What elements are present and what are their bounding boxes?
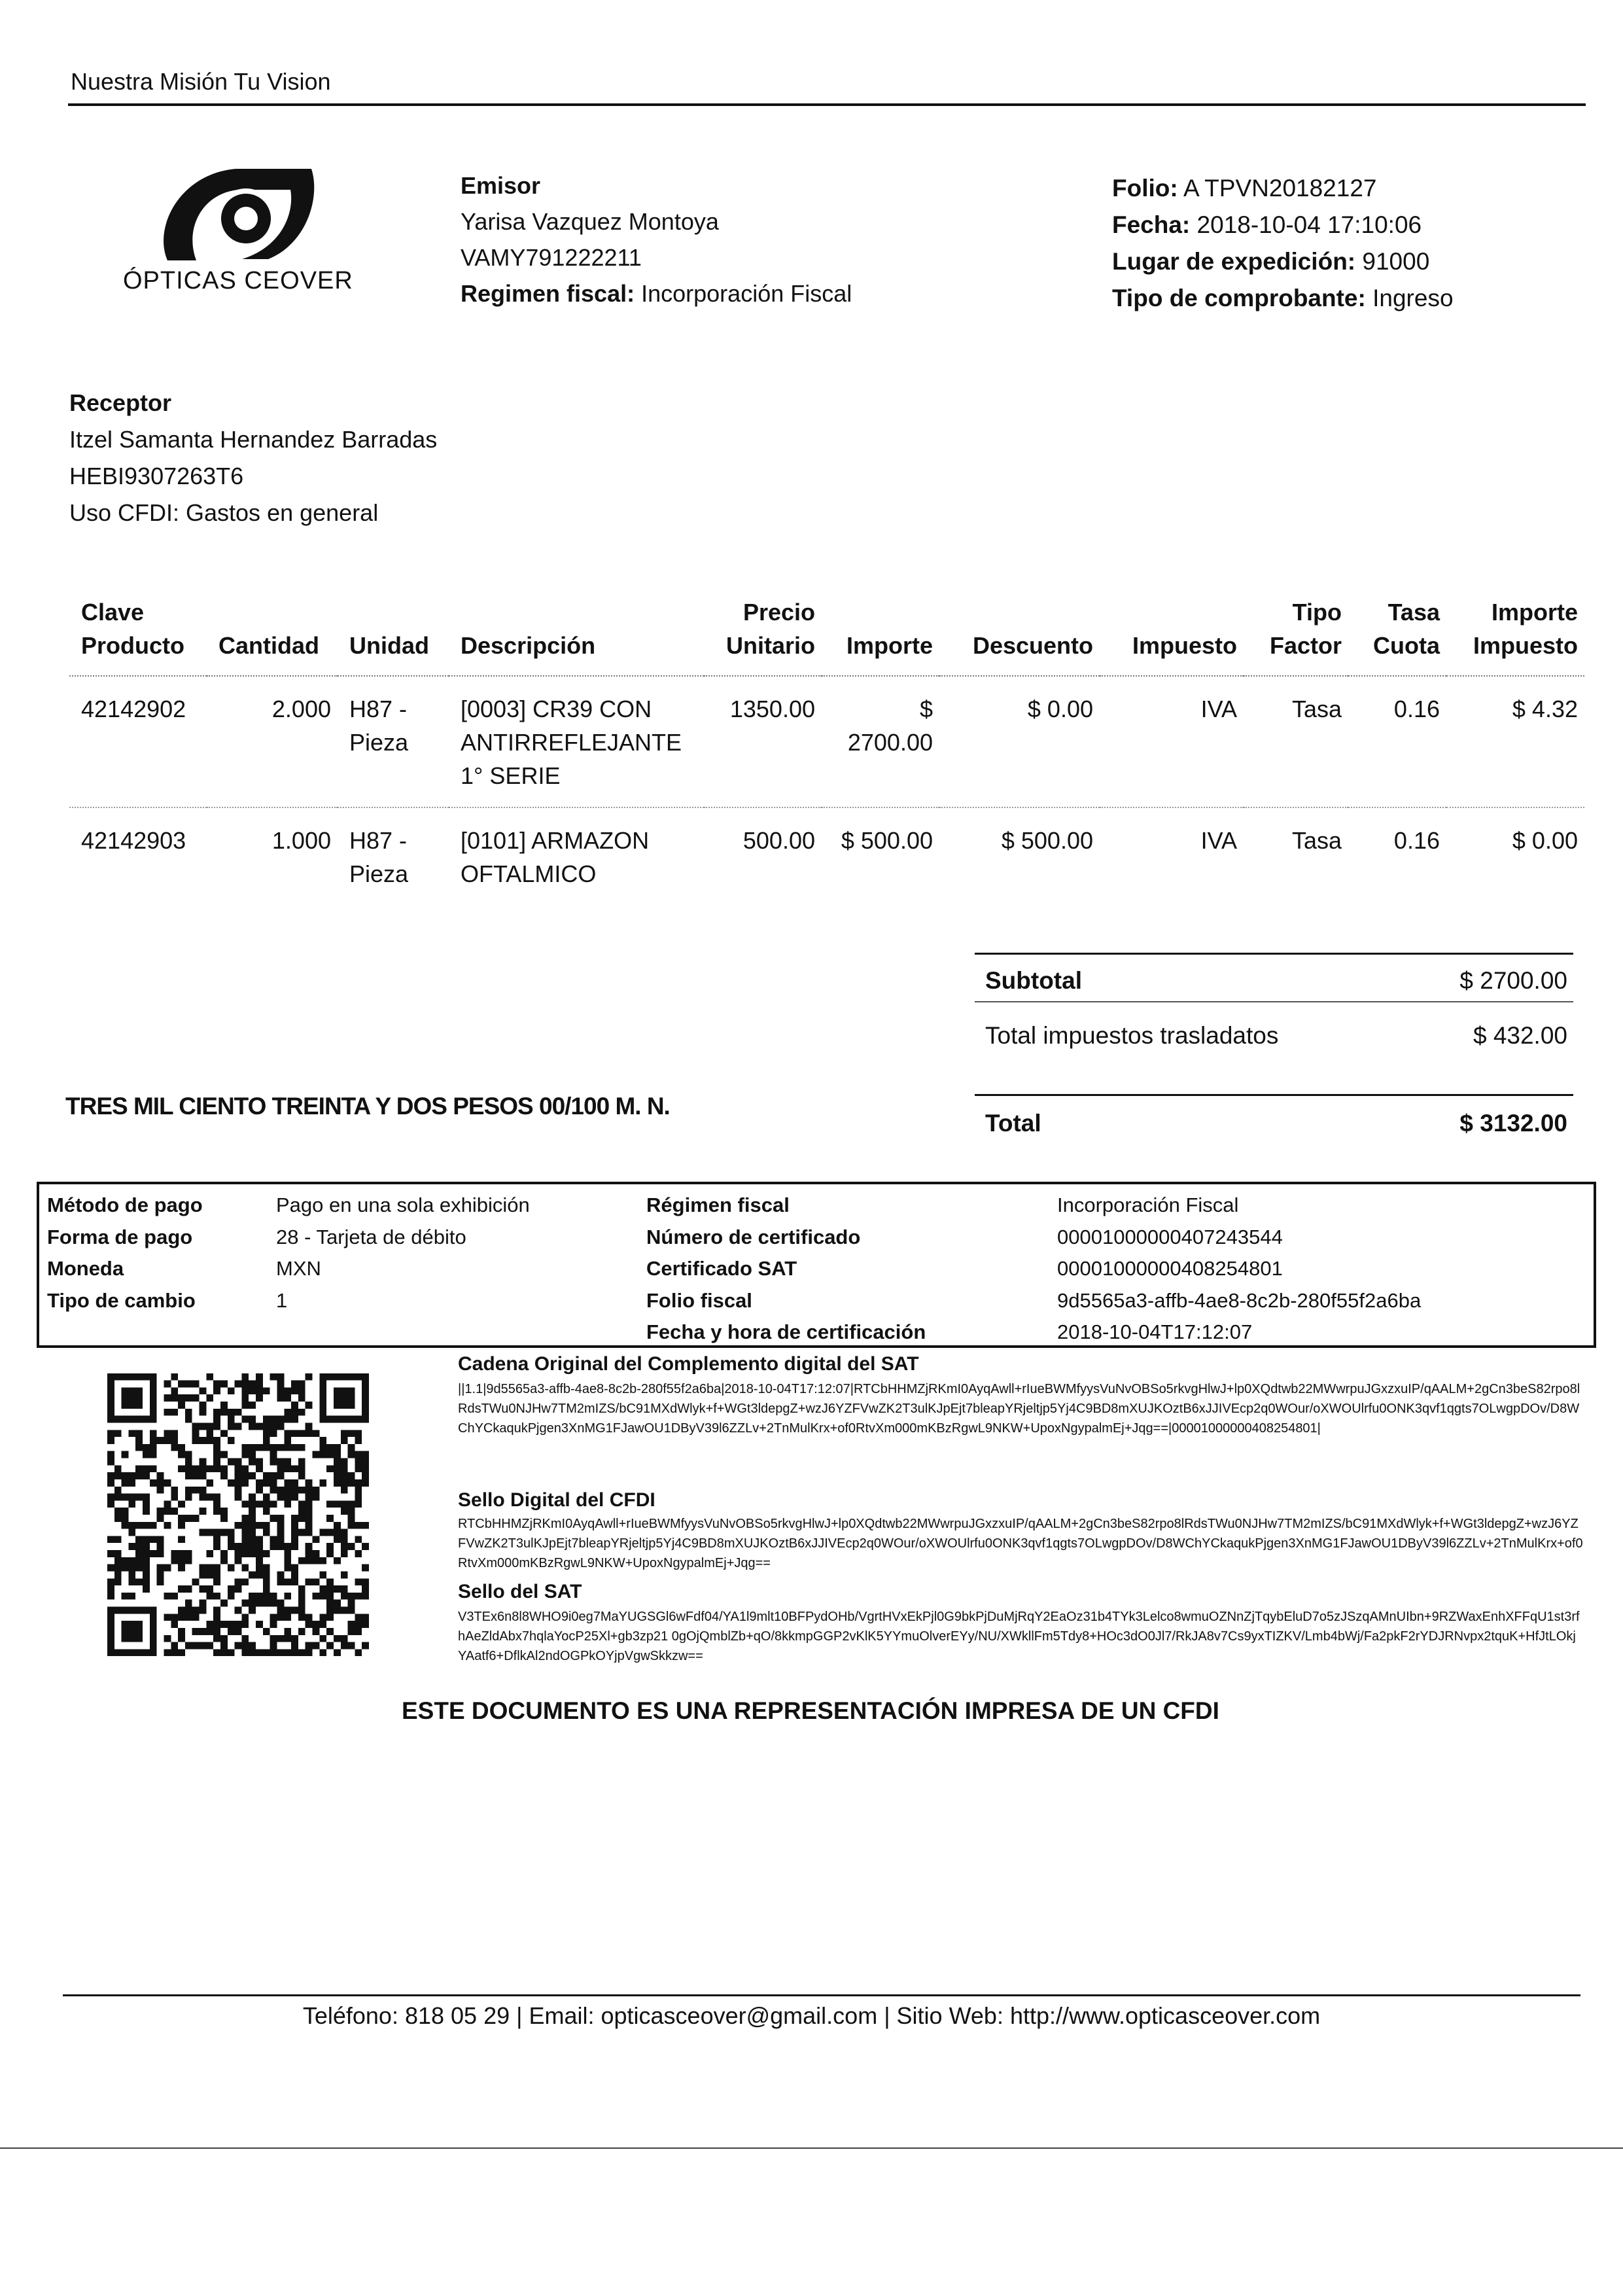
cell-descuento: $ 0.00 xyxy=(939,676,1100,807)
sello-sat-title: Sello del SAT xyxy=(458,1581,582,1602)
metodo-pago-label: Método de pago xyxy=(47,1193,203,1216)
table-header xyxy=(69,595,1584,676)
lugar-label: Lugar de expedición: xyxy=(1112,248,1356,275)
cell-importe: $ 500.00 xyxy=(841,827,933,854)
cfdi-leyenda: ESTE DOCUMENTO ES UNA REPRESENTACIÓN IMPRESA DE UN CFDI xyxy=(402,1697,1219,1724)
receptor-rfc: HEBI9307263T6 xyxy=(69,463,244,489)
header-impuesto: Impuesto xyxy=(1100,595,1244,676)
cell-tasa-cuota: 0.16 xyxy=(1393,827,1440,854)
folio-fiscal-label: Folio fiscal xyxy=(646,1288,752,1312)
sello-cfdi-text: RTCbHHMZjRKmI0AyqAwll+rIueBWMfyysVuNvOBSo5rkvgHlwJ+lp0XQdtwb22MWwrpuJGxzxuIP/qAALM+2gCn3beS82rpo8lRdsTWu0NJHw7TM2mIZS/bC91MXdWlyk+f+WGt3ldepgZ+wzJ6YZFVwZK2T3ulKJpEjt7bleapYRjeltjp5Yj4C9BD8mXUJKOztB6xJJIVEcp2q0WOur/oXWOUlrfu0ONK3qvf1qgts7OLwgpDOv/D8WChYCkaqukPjgen3XnMG1FJawOU1DByV39l6ZZLv+2TnMulKrx+of0RtvXm000mKBzRgwL9NKW+UpoxNgypalmEj+Jqg== xyxy=(458,1517,1583,1570)
folio-fiscal-value: 9d5565a3-affb-4ae8-8c2b-280f55f2a6ba xyxy=(1057,1288,1422,1312)
metodo-pago-value: Pago en una sola exhibición xyxy=(276,1193,530,1216)
emisor-rfc: VAMY791222211 xyxy=(461,244,642,271)
tipo-label: Tipo de comprobante: xyxy=(1112,285,1366,311)
total-value: $ 3132.00 xyxy=(1459,1110,1567,1137)
cell-importe-impuesto: $ 0.00 xyxy=(1512,827,1578,854)
table-row xyxy=(69,807,1584,905)
items-table xyxy=(69,595,1584,905)
impuestos-value: $ 432.00 xyxy=(1473,1022,1567,1049)
comprobante-block xyxy=(1112,170,1454,317)
receptor-block xyxy=(69,385,437,531)
header-precio: Precio Unitario xyxy=(704,595,822,676)
fecha-label: Fecha: xyxy=(1112,211,1191,238)
sello-cfdi-title: Sello Digital del CFDI xyxy=(458,1489,655,1511)
regimen-label: Régimen fiscal xyxy=(646,1193,790,1216)
forma-pago-label: Forma de pago xyxy=(47,1225,193,1248)
total-label: Total xyxy=(985,1110,1041,1137)
footer-rule xyxy=(63,1994,1580,1996)
header-importe: Importe xyxy=(822,595,939,676)
emisor-regimen xyxy=(461,275,852,311)
moneda-value: MXN xyxy=(276,1257,321,1280)
cell-unidad: H87 - Pieza xyxy=(338,676,449,807)
cell-importe: $ 2700.00 xyxy=(822,676,939,807)
cell-tipo-factor: Tasa xyxy=(1291,827,1342,854)
total-rule xyxy=(975,1094,1573,1096)
cell-precio: 500.00 xyxy=(742,827,815,854)
folio-value: A TPVN20182127 xyxy=(1183,175,1377,202)
cell-impuesto: IVA xyxy=(1100,676,1244,807)
receptor-nombre: Itzel Samanta Hernandez Barradas xyxy=(69,426,438,453)
payment-labels-col2 xyxy=(646,1190,926,1349)
subtotal-label: Subtotal xyxy=(985,967,1082,994)
slogan: Nuestra Misión Tu Vision xyxy=(71,68,331,95)
footer-contact: Teléfono: 818 05 29 | Email: opticasceover@gmail.com | Sitio Web: http://www.opticasceover.com xyxy=(302,2002,1321,2029)
cell-clave: 42142903 xyxy=(81,827,186,854)
receptor-uso: Uso CFDI: Gastos en general xyxy=(69,499,379,526)
payment-values-col1 xyxy=(276,1190,530,1316)
header-cantidad: Cantidad xyxy=(207,595,338,676)
page-edge-line xyxy=(0,2147,1623,2149)
tipo-cambio-label: Tipo de cambio xyxy=(47,1288,196,1312)
cell-unidad: H87 - Pieza xyxy=(349,827,409,887)
receptor-title: Receptor xyxy=(69,389,172,416)
tipo-cambio-value: 1 xyxy=(276,1288,288,1312)
certificado-label: Número de certificado xyxy=(646,1225,861,1248)
cadena-original-text: ||1.1|9d5565a3-affb-4ae8-8c2b-280f55f2a6ba|2018-10-04T17:12:07|RTCbHHMZjRKmI0AyqAwll+rIueBWMfyysVuNvOBSo5rkvgHlwJ+lp0XQdtwb22MWwrpuJGxzxuIP/qAALM+2gCn3beS82rpo8lRdsTWu0NJHw7TM2mIZS/bC91MXdWlyk+f+WGt3ldepgZ+wzJ6YZFVwZK2T3ulKJpEjt7bleapYRjeltjp5Yj4C9BD8mXUJKOztB6xJJIVEcp2q0WOur/oXWOUlrfu0ONK3qvf1qgts7OLwgpDOv/D8WChYCkaqukPjgen3XnMG1FJawOU1DByV39l6ZZLv+2TnMulKrx+of0RtvXm000mKBzRgwL9NKW+UpoxNgypalmEj+Jqg==|00001000000408254801| xyxy=(458,1382,1580,1436)
header-descripcion: Descripción xyxy=(449,595,704,676)
tipo-value: Ingreso xyxy=(1372,285,1454,311)
certificado-value: 00001000000407243544 xyxy=(1057,1225,1283,1248)
cell-importe-impuesto: $ 4.32 xyxy=(1446,676,1584,807)
eye-logo-icon xyxy=(156,164,319,262)
impuestos-label: Total impuestos trasladatos xyxy=(985,1022,1279,1049)
payment-info-box xyxy=(37,1182,1596,1348)
cell-cantidad: 2.000 xyxy=(207,676,338,807)
lugar-value: 91000 xyxy=(1362,248,1430,275)
header-descuento: Descuento xyxy=(939,595,1100,676)
table-row xyxy=(69,676,1584,807)
company-logo xyxy=(123,164,358,295)
payment-labels-col1 xyxy=(47,1190,203,1316)
emisor-title: Emisor xyxy=(461,172,541,199)
totals-top-rule xyxy=(975,953,1573,955)
header-rule xyxy=(68,103,1586,106)
forma-pago-value: 28 - Tarjeta de débito xyxy=(276,1225,466,1248)
fecha-cert-value: 2018-10-04T17:12:07 xyxy=(1057,1320,1253,1343)
header-clave: Clave Producto xyxy=(69,595,207,676)
cell-descuento: $ 500.00 xyxy=(1001,827,1093,854)
cert-sat-label: Certificado SAT xyxy=(646,1257,797,1280)
sello-sat-text: V3TEx6n8l8WHO9i0eg7MaYUGSGl6wFdf04/YA1l9mlt10BFPydOHb/VgrtHVxEkPjl0G9bkPjDuMjRqY2EaOz31b4TYk3Lelco8wmuOZNnZjTqybEluD7o5zJSzqAMnUIbn+9RZWaxEnhXFFqU1st3rfhAeZldAbx7hqlaYocP25Xl+gb3zp21 0gOjQmblZb+qO/8kkmpGGP2vKlK5YYmuOlverEYy/NU/XWkllFm5Tdy8+HOc3dO0Jl7/RkJA8v7Cs9yxTIZKV/Lmb4bWj/Fa2pkF2rYDJRNvpx2tquK+HfJtLOkjYAatf6+DflkAl2ndOGPkOYjpVgwSkkzw== xyxy=(458,1610,1580,1663)
cell-precio: 1350.00 xyxy=(704,676,822,807)
cell-descripcion: [0003] CR39 CON ANTIRREFLEJANTE 1° SERIE xyxy=(449,676,704,807)
importe-con-letra: TRES MIL CIENTO TREINTA Y DOS PESOS 00/100 M. N. xyxy=(65,1093,670,1120)
cadena-original-title: Cadena Original del Complemento digital del SAT xyxy=(458,1353,919,1375)
cert-sat-value: 00001000000408254801 xyxy=(1057,1257,1283,1280)
cell-tipo-factor: Tasa xyxy=(1244,676,1348,807)
emisor-nombre: Yarisa Vazquez Montoya xyxy=(461,208,719,235)
payment-values-col2 xyxy=(1057,1190,1421,1349)
cell-cantidad: 1.000 xyxy=(271,827,331,854)
qr-code xyxy=(107,1373,369,1657)
moneda-label: Moneda xyxy=(47,1257,124,1280)
header-tipo-factor: Tipo Factor xyxy=(1244,595,1348,676)
fecha-cert-label: Fecha y hora de certificación xyxy=(646,1320,926,1343)
subtotal-value: $ 2700.00 xyxy=(1459,967,1567,994)
fecha-value: 2018-10-04 17:10:06 xyxy=(1196,211,1422,238)
cell-tasa-cuota: 0.16 xyxy=(1348,676,1446,807)
emisor-block xyxy=(461,168,852,311)
subtotal-rule xyxy=(975,1001,1573,1002)
logo-name: ÓPTICAS CEOVER xyxy=(123,267,353,294)
header-importe-impuesto: Importe Impuesto xyxy=(1446,595,1584,676)
header-tasa-cuota: Tasa Cuota xyxy=(1348,595,1446,676)
folio-label: Folio: xyxy=(1112,175,1178,202)
header-unidad: Unidad xyxy=(338,595,449,676)
emisor-regimen-value: Incorporación Fiscal xyxy=(641,280,852,307)
regimen-value: Incorporación Fiscal xyxy=(1057,1193,1239,1216)
cell-descripcion: [0101] ARMAZON OFTALMICO xyxy=(461,827,650,887)
cell-clave: 42142902 xyxy=(69,676,207,807)
cell-impuesto: IVA xyxy=(1200,827,1237,854)
emisor-regimen-label: Regimen fiscal: xyxy=(461,280,635,307)
